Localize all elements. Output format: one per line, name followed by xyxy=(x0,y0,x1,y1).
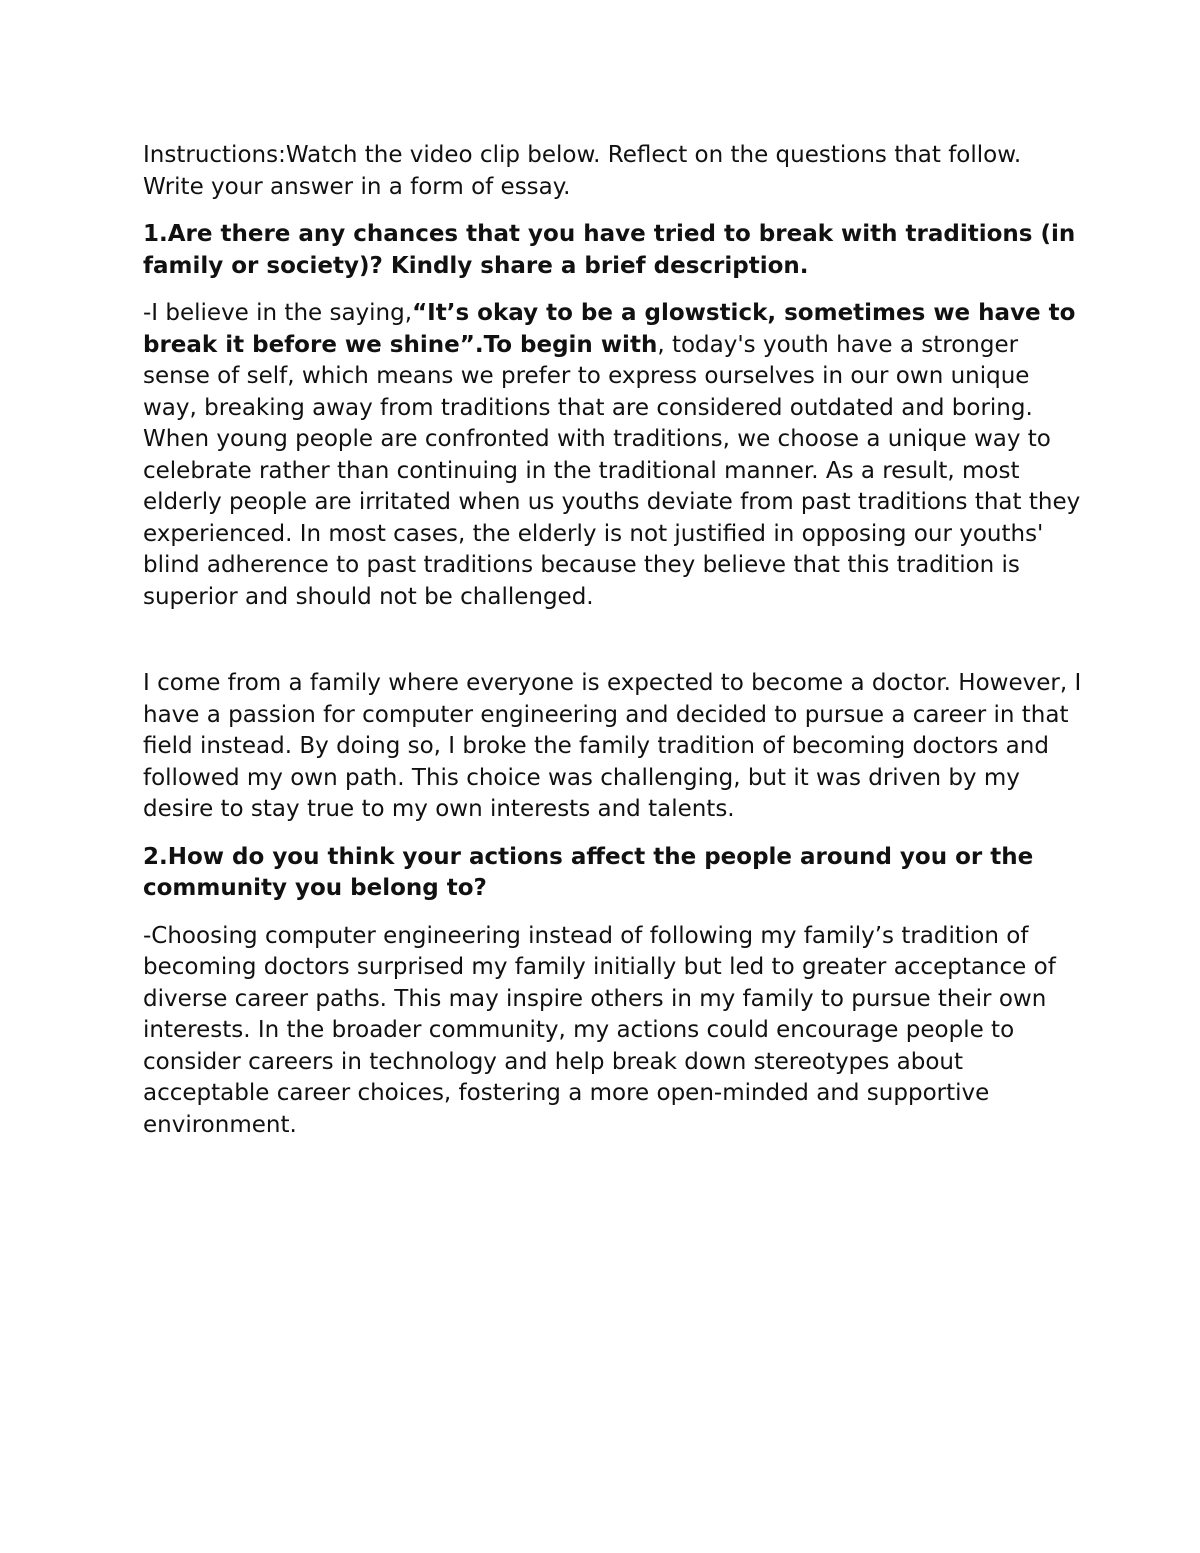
question-1: 1.Are there any chances that you have tried to break with traditions (in family or society)? Kindly share a brief description. xyxy=(143,221,1076,279)
answer-1-transition: To begin with xyxy=(483,331,658,358)
instructions-text: Instructions:Watch the video clip below. Reflect on the questions that follow. Write your answer in a form of essay. xyxy=(143,142,1022,200)
document-page xyxy=(143,140,1083,1141)
answer-1-body: , today's youth have a stronger sense of self, which means we prefer to express ourselves in our own unique way, breaking away from traditions that are considered outdated and boring. When young people are confronted with traditions, we choose a unique way to celebrate rather than continuing in the traditional manner. As a result, most elderly people are irritated when us youths deviate from past traditions that they experienced. In most cases, the elderly is not justified in opposing our youths' blind adherence to past traditions because they believe that this tradition is superior and should not be challenged. xyxy=(143,331,1081,610)
spacer xyxy=(143,826,1083,842)
question-2: 2.How do you think your actions affect the people around you or the community you belong to? xyxy=(143,843,1034,901)
spacer xyxy=(143,905,1083,921)
answer-2-paragraph: -Choosing computer engineering instead of following my family’s tradition of becoming doctors surprised my family initially but led to greater acceptance of diverse career paths. This may inspire others in my family to pursue their own interests. In the broader community, my actions could encourage people to consider careers in technology and help break down stereotypes about acceptable career choices, fostering a more open-minded and supportive environment. xyxy=(143,922,1056,1138)
answer-1-lead: -I believe in the saying, xyxy=(143,300,413,326)
answer-1-paragraph-2: I come from a family where everyone is expected to become a doctor. However, I have a passion for computer engineering and decided to pursue a career in that field instead. By doing so, I broke the family tradition of becoming doctors and followed my own path. This choice was challenging, but it was driven by my desire to stay true to my own interests and talents. xyxy=(143,670,1082,822)
spacer xyxy=(143,282,1083,298)
answer-1-quote: “It’s okay to be a glowstick, sometimes we have to break it before we shine”. xyxy=(143,300,1076,358)
spacer xyxy=(143,203,1083,219)
spacer xyxy=(143,613,1083,668)
answer-1-paragraph xyxy=(143,298,1083,613)
